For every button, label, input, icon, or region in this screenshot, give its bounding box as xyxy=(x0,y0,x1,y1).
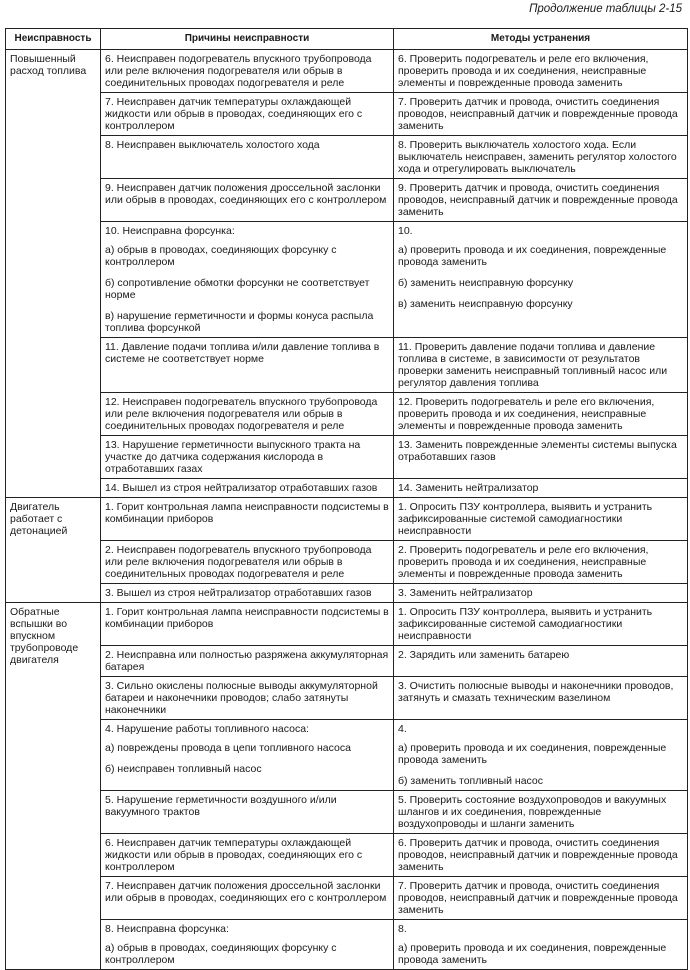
cause-cell xyxy=(101,791,394,834)
cause-text: а) обрыв в проводах, соединяющих форсунку с контроллером xyxy=(105,244,337,268)
table-row xyxy=(6,541,688,584)
table-row xyxy=(6,498,688,541)
method-text: 14. Заменить нейтрализатор xyxy=(398,482,539,494)
method-text: а) проверить провода и их соединения, поврежденные провода заменить xyxy=(398,244,667,268)
cause-text: 12. Неисправен подогреватель впускного трубопровода или реле включения подогревателя или обрыв в соединительных проводах подогревателя и реле xyxy=(105,396,378,432)
method-text: б) заменить неисправную форсунку xyxy=(398,277,574,289)
method-text: 2. Проверить подогреватель и реле его включения, проверить провода и их соединения, неисправные элементы и поврежденные провода заменить xyxy=(398,544,649,580)
method-text: 9. Проверить датчик и провода, очистить соединения проводов, неисправный датчик и поврежденные провода заменить xyxy=(398,182,678,218)
method-text: а) проверить провода и их соединения, поврежденные провода заменить xyxy=(398,942,667,966)
table-row xyxy=(6,93,688,136)
table-row xyxy=(6,646,688,677)
cause-text: 8. Неисправна форсунка: xyxy=(105,923,229,935)
cause-cell xyxy=(101,436,394,479)
cause-cell xyxy=(101,222,394,338)
header-causes: Причины неисправности xyxy=(101,29,394,50)
method-cell xyxy=(394,136,688,179)
table-row xyxy=(6,791,688,834)
method-cell xyxy=(394,920,688,970)
method-cell xyxy=(394,791,688,834)
method-text: 8. xyxy=(398,923,407,935)
cause-text: 6. Неисправен подогреватель впускного трубопровода или реле включения подогревателя или обрыв в соединительных проводах подогревателя и реле xyxy=(105,53,372,89)
method-text: 1. Опросить ПЗУ контроллера, выявить и устранить зафиксированные системой самодиагностики неисправности xyxy=(398,501,653,537)
method-cell xyxy=(394,222,688,338)
method-text: 12. Проверить подогреватель и реле его включения, проверить провода и их соединения, неисправные элементы и поврежденные провода заменить xyxy=(398,396,655,432)
table-body xyxy=(6,50,688,970)
method-text: 5. Проверить состояние воздухопроводов и вакуумных шлангов и их соединения, поврежденные воздухопроводы и шланги заменить xyxy=(398,794,667,830)
cause-text: 14. Вышел из строя нейтрализатор отработавших газов xyxy=(105,482,378,494)
cause-cell xyxy=(101,877,394,920)
table-row xyxy=(6,179,688,222)
table-row xyxy=(6,720,688,791)
method-cell xyxy=(394,720,688,791)
method-text: 10. xyxy=(398,225,413,237)
cause-text: 4. Нарушение работы топливного насоса: xyxy=(105,723,309,735)
method-cell xyxy=(394,877,688,920)
cause-cell xyxy=(101,646,394,677)
table-row xyxy=(6,136,688,179)
method-text: 7. Проверить датчик и провода, очистить соединения проводов, неисправный датчик и поврежденные провода заменить xyxy=(398,96,678,132)
cause-text: 1. Горит контрольная лампа неисправности подсистемы в комбинации приборов xyxy=(105,606,389,630)
table-row xyxy=(6,50,688,93)
cause-cell xyxy=(101,584,394,603)
cause-text: б) сопротивление обмотки форсунки не соответствует норме xyxy=(105,277,370,301)
cause-text: а) обрыв в проводах, соединяющих форсунку с контроллером xyxy=(105,942,337,966)
method-text: 1. Опросить ПЗУ контроллера, выявить и устранить зафиксированные системой самодиагностики неисправности xyxy=(398,606,653,642)
table-row xyxy=(6,920,688,970)
method-text: 3. Очистить полюсные выводы и наконечники проводов, затянуть и смазать техническим вазелином xyxy=(398,680,674,704)
cause-text: 10. Неисправна форсунка: xyxy=(105,225,235,237)
method-text: а) проверить провода и их соединения, поврежденные провода заменить xyxy=(398,742,667,766)
cause-cell xyxy=(101,603,394,646)
cause-text: а) повреждены провода в цепи топливного насоса xyxy=(105,742,351,754)
troubleshooting-table xyxy=(5,28,688,970)
table-row xyxy=(6,877,688,920)
cause-text: 5. Нарушение герметичности воздушного и/или вакуумного трактов xyxy=(105,794,337,818)
method-cell xyxy=(394,479,688,498)
cause-cell xyxy=(101,677,394,720)
cause-text: 3. Вышел из строя нейтрализатор отработавших газов xyxy=(105,587,372,599)
cause-cell xyxy=(101,179,394,222)
cause-cell xyxy=(101,50,394,93)
method-cell xyxy=(394,338,688,393)
cause-cell xyxy=(101,479,394,498)
method-text: 4. xyxy=(398,723,407,735)
method-text: 7. Проверить датчик и провода, очистить соединения проводов, неисправный датчик и поврежденные провода заменить xyxy=(398,880,678,916)
cause-text: 7. Неисправен датчик положения дроссельной заслонки или обрыв в проводах, соединяющих его с контроллером xyxy=(105,880,387,904)
method-text: 11. Проверить давление подачи топлива и давление топлива в системе, в зависимости от результатов проверки заменить неисправный топливный насос или регулятор давления топлива xyxy=(398,341,668,389)
table-row xyxy=(6,584,688,603)
table-caption: Продолжение таблицы 2-15 xyxy=(529,3,682,15)
cause-text: 7. Неисправен датчик температуры охлаждающей жидкости или обрыв в проводах, соединяющих его с контроллером xyxy=(105,96,363,132)
cause-text: 3. Сильно окислены полюсные выводы аккумуляторной батареи и наконечники проводов; слабо затянуты наконечники xyxy=(105,680,378,716)
cause-cell xyxy=(101,541,394,584)
method-cell xyxy=(394,646,688,677)
cause-text: 2. Неисправен подогреватель впускного трубопровода или реле включения подогревателя или обрыв в соединительных проводах подогревателя и реле xyxy=(105,544,372,580)
table-row xyxy=(6,479,688,498)
method-cell xyxy=(394,436,688,479)
cause-text: в) нарушение герметичности и формы конуса распыла топлива форсункой xyxy=(105,310,374,334)
method-cell xyxy=(394,584,688,603)
cause-cell xyxy=(101,920,394,970)
method-text: 2. Зарядить или заменить батарею xyxy=(398,649,570,661)
method-cell xyxy=(394,541,688,584)
cause-cell xyxy=(101,720,394,791)
cause-text: 13. Нарушение герметичности выпускного тракта на участке до датчика содержания кислорода в отработавших газах xyxy=(105,439,361,475)
table-row xyxy=(6,393,688,436)
method-cell xyxy=(394,93,688,136)
fault-cell: Обратные вспышки во впускном трубопроводе двигателя xyxy=(6,603,101,970)
method-cell xyxy=(394,50,688,93)
fault-cell: Двигатель работает с детонацией xyxy=(6,498,101,603)
table-row xyxy=(6,677,688,720)
cause-text: 2. Неисправна или полностью разряжена аккумуляторная батарея xyxy=(105,649,389,673)
method-text: б) заменить топливный насос xyxy=(398,775,544,787)
method-text: 8. Проверить выключатель холостого хода. Если выключатель неисправен, заменить регулятор холостого хода и отрегулировать выключатель xyxy=(398,139,677,175)
table-header-row xyxy=(6,29,688,50)
method-cell xyxy=(394,677,688,720)
method-text: 3. Заменить нейтрализатор xyxy=(398,587,533,599)
method-cell xyxy=(394,498,688,541)
fault-cell: Повышенный расход топлива xyxy=(6,50,101,498)
cause-text: 6. Неисправен датчик температуры охлаждающей жидкости или обрыв в проводах, соединяющих его с контроллером xyxy=(105,837,363,873)
table-row xyxy=(6,603,688,646)
cause-cell xyxy=(101,93,394,136)
cause-text: 9. Неисправен датчик положения дроссельной заслонки или обрыв в проводах, соединяющих его с контроллером xyxy=(105,182,387,206)
table-row xyxy=(6,222,688,338)
method-cell xyxy=(394,834,688,877)
table-row xyxy=(6,338,688,393)
cause-cell xyxy=(101,393,394,436)
cause-text: 11. Давление подачи топлива и/или давление топлива в системе не соответствует норме xyxy=(105,341,380,365)
method-text: в) заменить неисправную форсунку xyxy=(398,298,573,310)
header-methods: Методы устранения xyxy=(394,29,688,50)
table-row xyxy=(6,436,688,479)
method-cell xyxy=(394,393,688,436)
table-row xyxy=(6,834,688,877)
method-text: 6. Проверить подогреватель и реле его включения, проверить провода и их соединения, неисправные элементы и поврежденные провода заменить xyxy=(398,53,649,89)
method-cell xyxy=(394,603,688,646)
cause-cell xyxy=(101,498,394,541)
cause-text: б) неисправен топливный насос xyxy=(105,763,262,775)
cause-cell xyxy=(101,136,394,179)
cause-cell xyxy=(101,834,394,877)
method-text: 13. Заменить поврежденные элементы системы выпуска отработавших газов xyxy=(398,439,677,463)
method-text: 6. Проверить датчик и провода, очистить соединения проводов, неисправный датчик и поврежденные провода заменить xyxy=(398,837,678,873)
cause-cell xyxy=(101,338,394,393)
cause-text: 8. Неисправен выключатель холостого хода xyxy=(105,139,320,151)
method-cell xyxy=(394,179,688,222)
header-fault: Неисправность xyxy=(6,29,101,50)
cause-text: 1. Горит контрольная лампа неисправности подсистемы в комбинации приборов xyxy=(105,501,389,525)
